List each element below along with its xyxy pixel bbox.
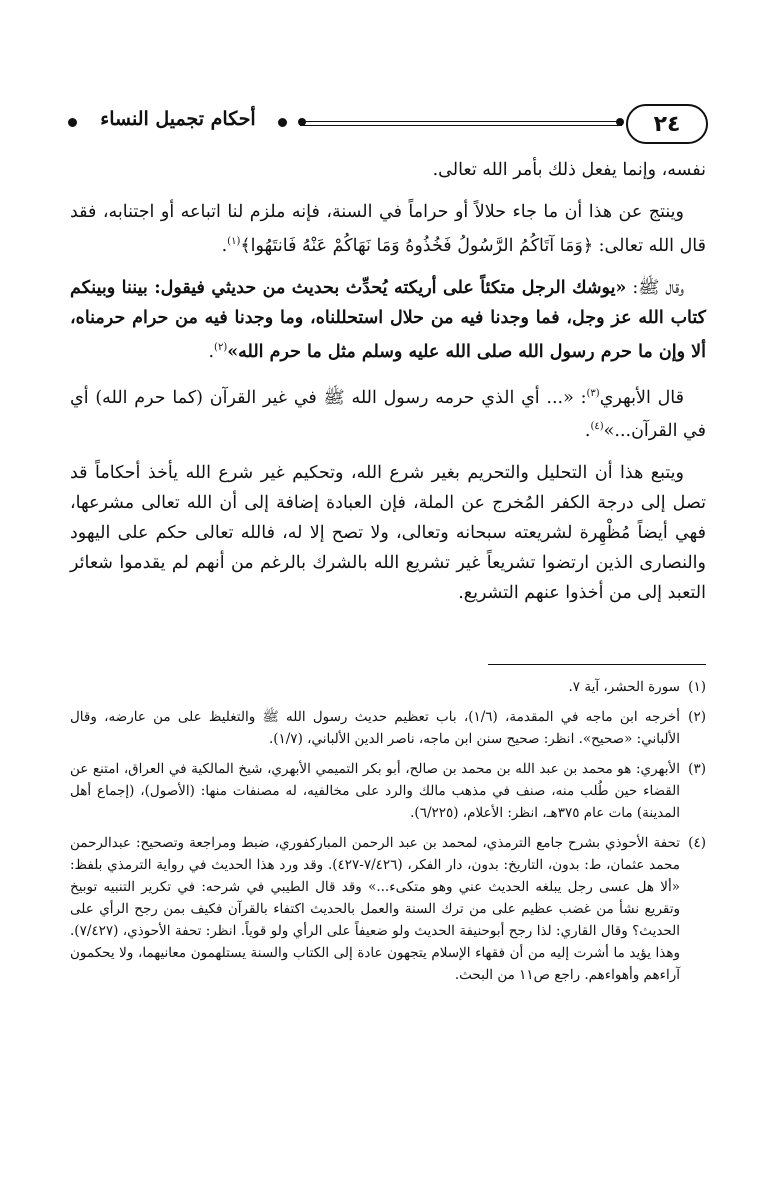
hadith-quote: «يوشك الرجل متكئاً على أريكته يُحدِّث بحديث من حديثي فيقول: بيننا وبينكم كتاب الله عز وجل، فما وجدنا فيه من حلال استحللناه، وما وجدنا فيه من حرام حرمناه، ألا وإن ما حرم رسول الله صلى الله عليه وسلم مثل ما حرم الله» [70,277,706,362]
paragraph-1: نفسه، وإنما يفعل ذلك بأمر الله تعالى. [432,160,706,180]
paragraph-4: قال الأبهري$^{(٣)}$: «... أي الذي حرمه رسول الله ﷺ في غير القرآن (كما حرم الله) أي في القرآن...»$^{(٤)}$. [70,387,706,442]
footnote-separator [488,664,706,665]
footnote-number: (٣) [688,761,706,777]
rule-end-dot [298,118,306,126]
paragraph-3: وقال ﷺ: «يوشك الرجل متكئاً على أريكته يُحدِّث بحديث من حديثي فيقول: بيننا وبينكم كتاب الله عز وجل، فما وجدنا فيه من حلال استحللناه، وما وجدنا فيه من حرام حرمناه، ألا وإن ما حرم رسول الله صلى الله عليه وسلم مثل ما حرم الله»$^{(٢)}$. [70,277,706,362]
footnote-text: تحفة الأحوذي بشرح جامع الترمذي، لمحمد بن عبد الرحمن المباركفوري، ضبط ومراجعة وتصحيح: عبدالرحمن محمد عثمان، ط: بدون، التاريخ: بدون، دار الفكر، (٧/٤٢٦-٤٢٧). وقد ورد هذا الحديث في رواية الترمذي بلفظ: «ألا هل عسى رجل يبلغه الحديث عني وهو متكىء...» وقد قال الطيبي في شرحه: في تكرير التنبيه توبيخ وتقريع نشأ من غضب عظيم على من ترك السنة والعمل بالحديث اكتفاء بالقرآن فكيف بمن رجح الرأي على الحديث؟ وقال القاري: لذا رجح أبوحنيفة الحديث ولو ضعيفاً على الرأي ولو قوياً. انظر: تحفة الأحوذي، (٧/٤٢٧). وهذا يؤيد ما أشرت إليه من أن فقهاء الإسلام يتجهون عادة إلى الكتاب والسنة يستلهمون معانيهما، ولا يحكمون آراءهم وأهواءهم. راجع ص١١ من البحث. [70,835,680,983]
rule-end-dot [616,118,624,126]
footnote-text: سورة الحشر، آية ٧. [568,679,680,695]
book-title: أحكام تجميل النساء [100,108,256,130]
footnote-text: أخرجه ابن ماجه في المقدمة، (١/٦)، باب تعظيم حديث رسول الله ﷺ والتغليظ على من عارضه، وقال الألباني: «صحيح». انظر: صحيح سنن ابن ماجه، ناصر الدين الألباني، (١/٧). [70,709,680,747]
page-number-badge [626,104,708,144]
footnote-text: الأبهري: هو محمد بن عبد الله بن محمد بن صالح، أبو بكر التميمي الأبهري، شيخ المالكية في العراق، امتنع عن القضاء حين طُلب منه، صنف في مذهب مالك والرد على مخالفيه، له مصنفات منها: (الأصول)، (إجماع أهل المدينة) مات عام ٣٧٥هـ، انظر: الأعلام، (٦/٢٢٥). [70,761,680,821]
footnote-ref[interactable]: (٤) [590,421,604,433]
footnote-ref[interactable]: (٢) [214,341,228,353]
title-bullet [68,118,77,127]
footnote-item [70,676,706,698]
footnotes [70,676,706,994]
footnote-number: (١) [688,679,706,695]
running-header [68,104,708,144]
footnote-item [70,706,706,750]
footnote-ref[interactable]: (١) [227,236,241,247]
footnote-item [70,832,706,986]
footnote-number: (٢) [688,709,706,725]
footnote-number: (٤) [688,835,706,851]
page-number: ٢٤ [653,111,681,137]
main-text [70,155,706,620]
header-double-rule [300,121,622,125]
paragraph-5: ويتبع هذا أن التحليل والتحريم بغير شرع الله، وتحكيم غير شرع الله يأخذ أحكاماً قد تصل إلى درجة الكفر المُخرج عن الملة، فإن العبادة إضافة إلى أن الله تعالى مشرعها، فهي أيضاً مُظْهِرة لشريعته سبحانه وتعالى، ولا تصح إلا له، فالله تعالى حكم على اليهود والنصارى الذين ارتضوا تشريعاً غير تشريع الله بالشرك بالرغم من أنهم لم يقدموا شعائر التعبد إلى من أخذوا عنهم التشريع. [70,463,706,604]
title-bullet [278,118,287,127]
paragraph-2: وينتج عن هذا أن ما جاء حلالاً أو حراماً في السنة، فإنه ملزم لنا اتباعه أو اجتنابه، فقد قال الله تعالى: ﴿وَمَا آتَاكُمُ الرَّسُولُ فَخُذُوهُ وَمَا نَهَاكُمْ عَنْهُ فَانتَهُوا﴾$^{(١)}$. [70,202,706,256]
footnote-ref[interactable]: (٣) [586,387,600,399]
footnote-item [70,758,706,824]
